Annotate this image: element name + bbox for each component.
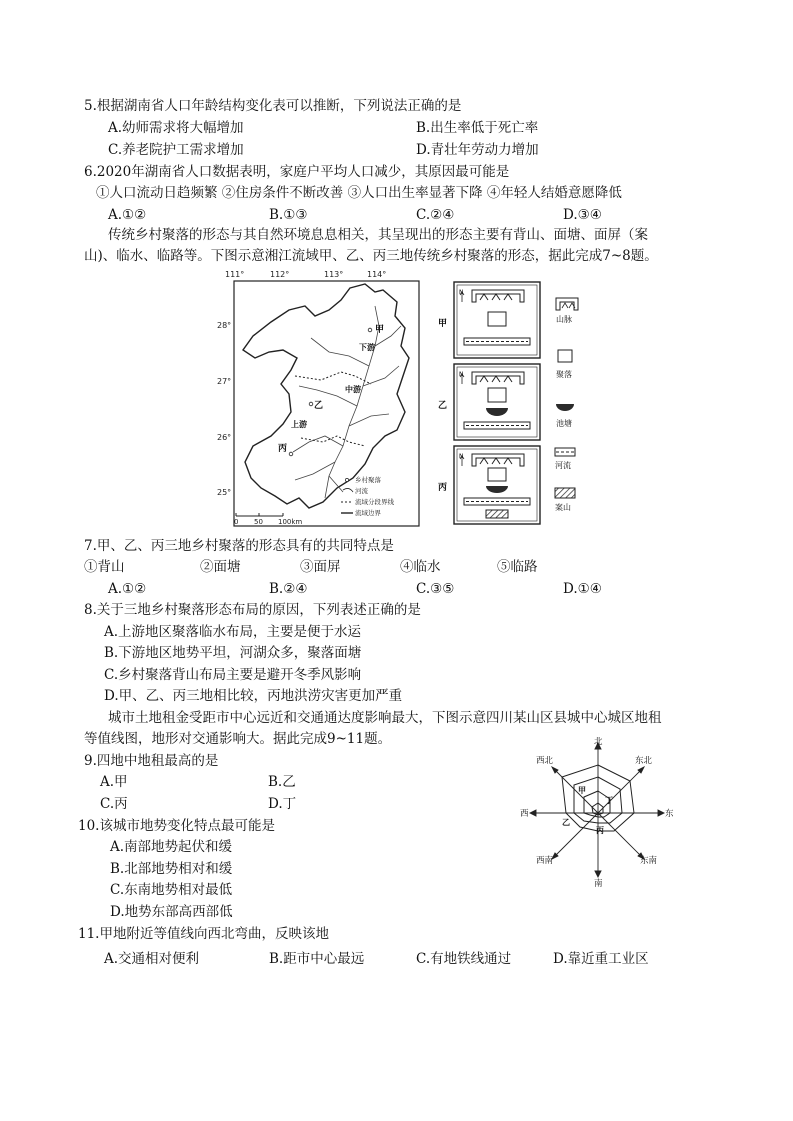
map-reach-lower: 下游 [359, 343, 375, 352]
q8-option-a[interactable]: A.上游地区聚落临水布局，主要是便于水运 [104, 624, 362, 640]
q5-stem: 5.根据湖南省人口年龄结构变化表可以推断，下列说法正确的是 [84, 98, 462, 114]
panel-label-bing: 丙 [438, 483, 448, 493]
dir-northeast: 东北 [635, 756, 653, 766]
map-place-jia: 甲 [375, 325, 385, 335]
lon-112: 112° [270, 270, 290, 279]
q5-option-d[interactable]: D.青壮年劳动力增加 [416, 142, 539, 158]
q6-option-a[interactable]: A.①② [108, 207, 147, 223]
panel-bing [454, 446, 540, 524]
panel-jia [454, 282, 540, 358]
map-place-bing: 丙 [278, 444, 288, 454]
lon-111: 111° [225, 270, 245, 279]
intro-7-8-line1: 传统乡村聚落的形态与其自然环境息息相关，其呈现出的形态主要有背山、面塘、面屏（案 [108, 227, 648, 243]
q6-items: ①人口流动日趋频繁 ②住房条件不断改善 ③人口出生率显著下降 ④年轻人结婚意愿降低 [96, 185, 622, 201]
q10-option-a[interactable]: A.南部地势起伏和缓 [110, 839, 233, 855]
legend-river: 河流 [355, 487, 368, 495]
legend-section-line: 流域分段界线 [355, 498, 394, 506]
lon-113: 113° [324, 270, 344, 279]
panel-label-yi: 乙 [438, 401, 448, 411]
q8-stem: 8.关于三地乡村聚落形态布局的原因，下列表述正确的是 [84, 602, 421, 618]
lat-26: 26° [217, 433, 232, 442]
q8-option-c[interactable]: C.乡村聚落背山布局主要是避开冬季风影响 [104, 667, 362, 683]
q6-option-c[interactable]: C.②④ [416, 207, 455, 223]
lat-25: 25° [217, 488, 232, 497]
legend-river: 河流 [555, 461, 571, 470]
panel-legend [555, 298, 578, 512]
dir-south: 南 [594, 879, 603, 889]
q10-option-d[interactable]: D.地势东部高西部低 [110, 904, 233, 920]
q11-option-c[interactable]: C.有地铁线通过 [416, 951, 512, 967]
settlement-panels [438, 280, 598, 526]
north-arrow: N [459, 289, 464, 296]
legend-basin-boundary: 流域边界 [355, 509, 381, 517]
dir-southwest: 西南 [536, 856, 554, 866]
q5-option-b[interactable]: B.出生率低于死亡率 [416, 120, 539, 136]
q9-option-b[interactable]: B.乙 [268, 774, 296, 790]
q7-option-b[interactable]: B.②④ [269, 581, 308, 597]
map-reach-middle: 中游 [345, 385, 361, 394]
q7-option-a[interactable]: A.①② [108, 581, 147, 597]
q7-item-1: ①背山 [84, 559, 125, 575]
intro-9-11-line2: 等值线图，地形对交通影响大。据此完成9~11题。 [84, 731, 392, 747]
scale-50: 50 [254, 518, 263, 526]
scale-0: 0 [234, 518, 239, 526]
q11-option-a[interactable]: A.交通相对便利 [104, 951, 200, 967]
xiangjiang-basin-map [217, 266, 430, 530]
q10-option-c[interactable]: C.东南地势相对最低 [110, 882, 233, 898]
intro-7-8-line2: 山)、临水、临路等。下图示意湘江流域甲、乙、丙三地传统乡村聚落的形态，据此完成7~8题。 [84, 248, 658, 264]
q7-item-3: ③面屏 [300, 559, 341, 575]
panel-yi [454, 364, 540, 440]
q5-option-c[interactable]: C.养老院护工需求增加 [108, 142, 244, 158]
legend-mountain: 山脉 [556, 315, 572, 324]
q6-stem: 6.2020年湖南省人口数据表明，家庭户平均人口减少，其原因最可能是 [84, 164, 510, 180]
q7-item-4: ④临水 [400, 559, 441, 575]
point-jia: 甲 [578, 786, 586, 795]
q8-option-b[interactable]: B.下游地区地势平坦，河湖众多，聚落面塘 [104, 645, 362, 661]
q5-option-a[interactable]: A.幼师需求将大幅增加 [108, 120, 244, 136]
point-yi: 乙 [562, 818, 570, 827]
scale-100km: 100km [278, 518, 303, 526]
q6-option-d[interactable]: D.③④ [563, 207, 602, 223]
q11-option-d[interactable]: D.靠近重工业区 [553, 951, 649, 967]
q9-option-a[interactable]: A.甲 [100, 774, 128, 790]
map-place-yi: 乙 [314, 401, 324, 411]
dir-southeast: 东南 [640, 856, 658, 866]
north-arrow: N [459, 453, 464, 460]
point-ding: 丁 [605, 796, 613, 805]
lat-28: 28° [217, 321, 232, 330]
lon-114: 114° [367, 270, 387, 279]
map-reach-upper: 上游 [291, 420, 307, 429]
panel-label-jia: 甲 [438, 319, 448, 329]
legend-pond: 池塘 [556, 419, 572, 428]
q10-option-b[interactable]: B.北部地势相对和缓 [110, 861, 233, 877]
q7-option-c[interactable]: C.③⑤ [416, 581, 455, 597]
q7-stem: 7.甲、乙、丙三地乡村聚落的形态具有的共同特点是 [84, 538, 394, 554]
q7-option-d[interactable]: D.①④ [563, 581, 602, 597]
dir-east: 东 [665, 809, 674, 819]
dir-west: 西 [520, 809, 529, 819]
q11-option-b[interactable]: B.距市中心最远 [269, 951, 365, 967]
dir-north: 北 [594, 737, 603, 747]
point-bing: 丙 [596, 826, 604, 835]
dir-northwest: 西北 [536, 756, 554, 766]
land-rent-isoline-figure [510, 735, 680, 890]
north-arrow: N [459, 371, 464, 378]
q7-item-5: ⑤临路 [497, 559, 538, 575]
legend-village: 乡村聚落 [355, 476, 381, 484]
q9-option-c[interactable]: C.丙 [100, 796, 128, 812]
intro-9-11-line1: 城市土地租金受距市中心远近和交通通达度影响最大，下图示意四川某山区县城中心城区地租 [108, 710, 662, 726]
q8-option-d[interactable]: D.甲、乙、丙三地相比较，丙地洪涝灾害更加严重 [104, 688, 403, 704]
legend-settlement: 聚落 [556, 370, 572, 379]
q6-option-b[interactable]: B.①③ [269, 207, 308, 223]
q9-option-d[interactable]: D.丁 [268, 796, 297, 812]
q11-stem: 11.甲地附近等值线向西北弯曲，反映该地 [78, 926, 329, 942]
legend-anshan: 案山 [555, 503, 571, 512]
lat-27: 27° [217, 377, 232, 386]
q9-stem: 9.四地中地租最高的是 [84, 753, 219, 769]
q7-item-2: ②面塘 [200, 559, 241, 575]
q10-stem: 10.该城市地势变化特点最可能是 [78, 818, 275, 834]
